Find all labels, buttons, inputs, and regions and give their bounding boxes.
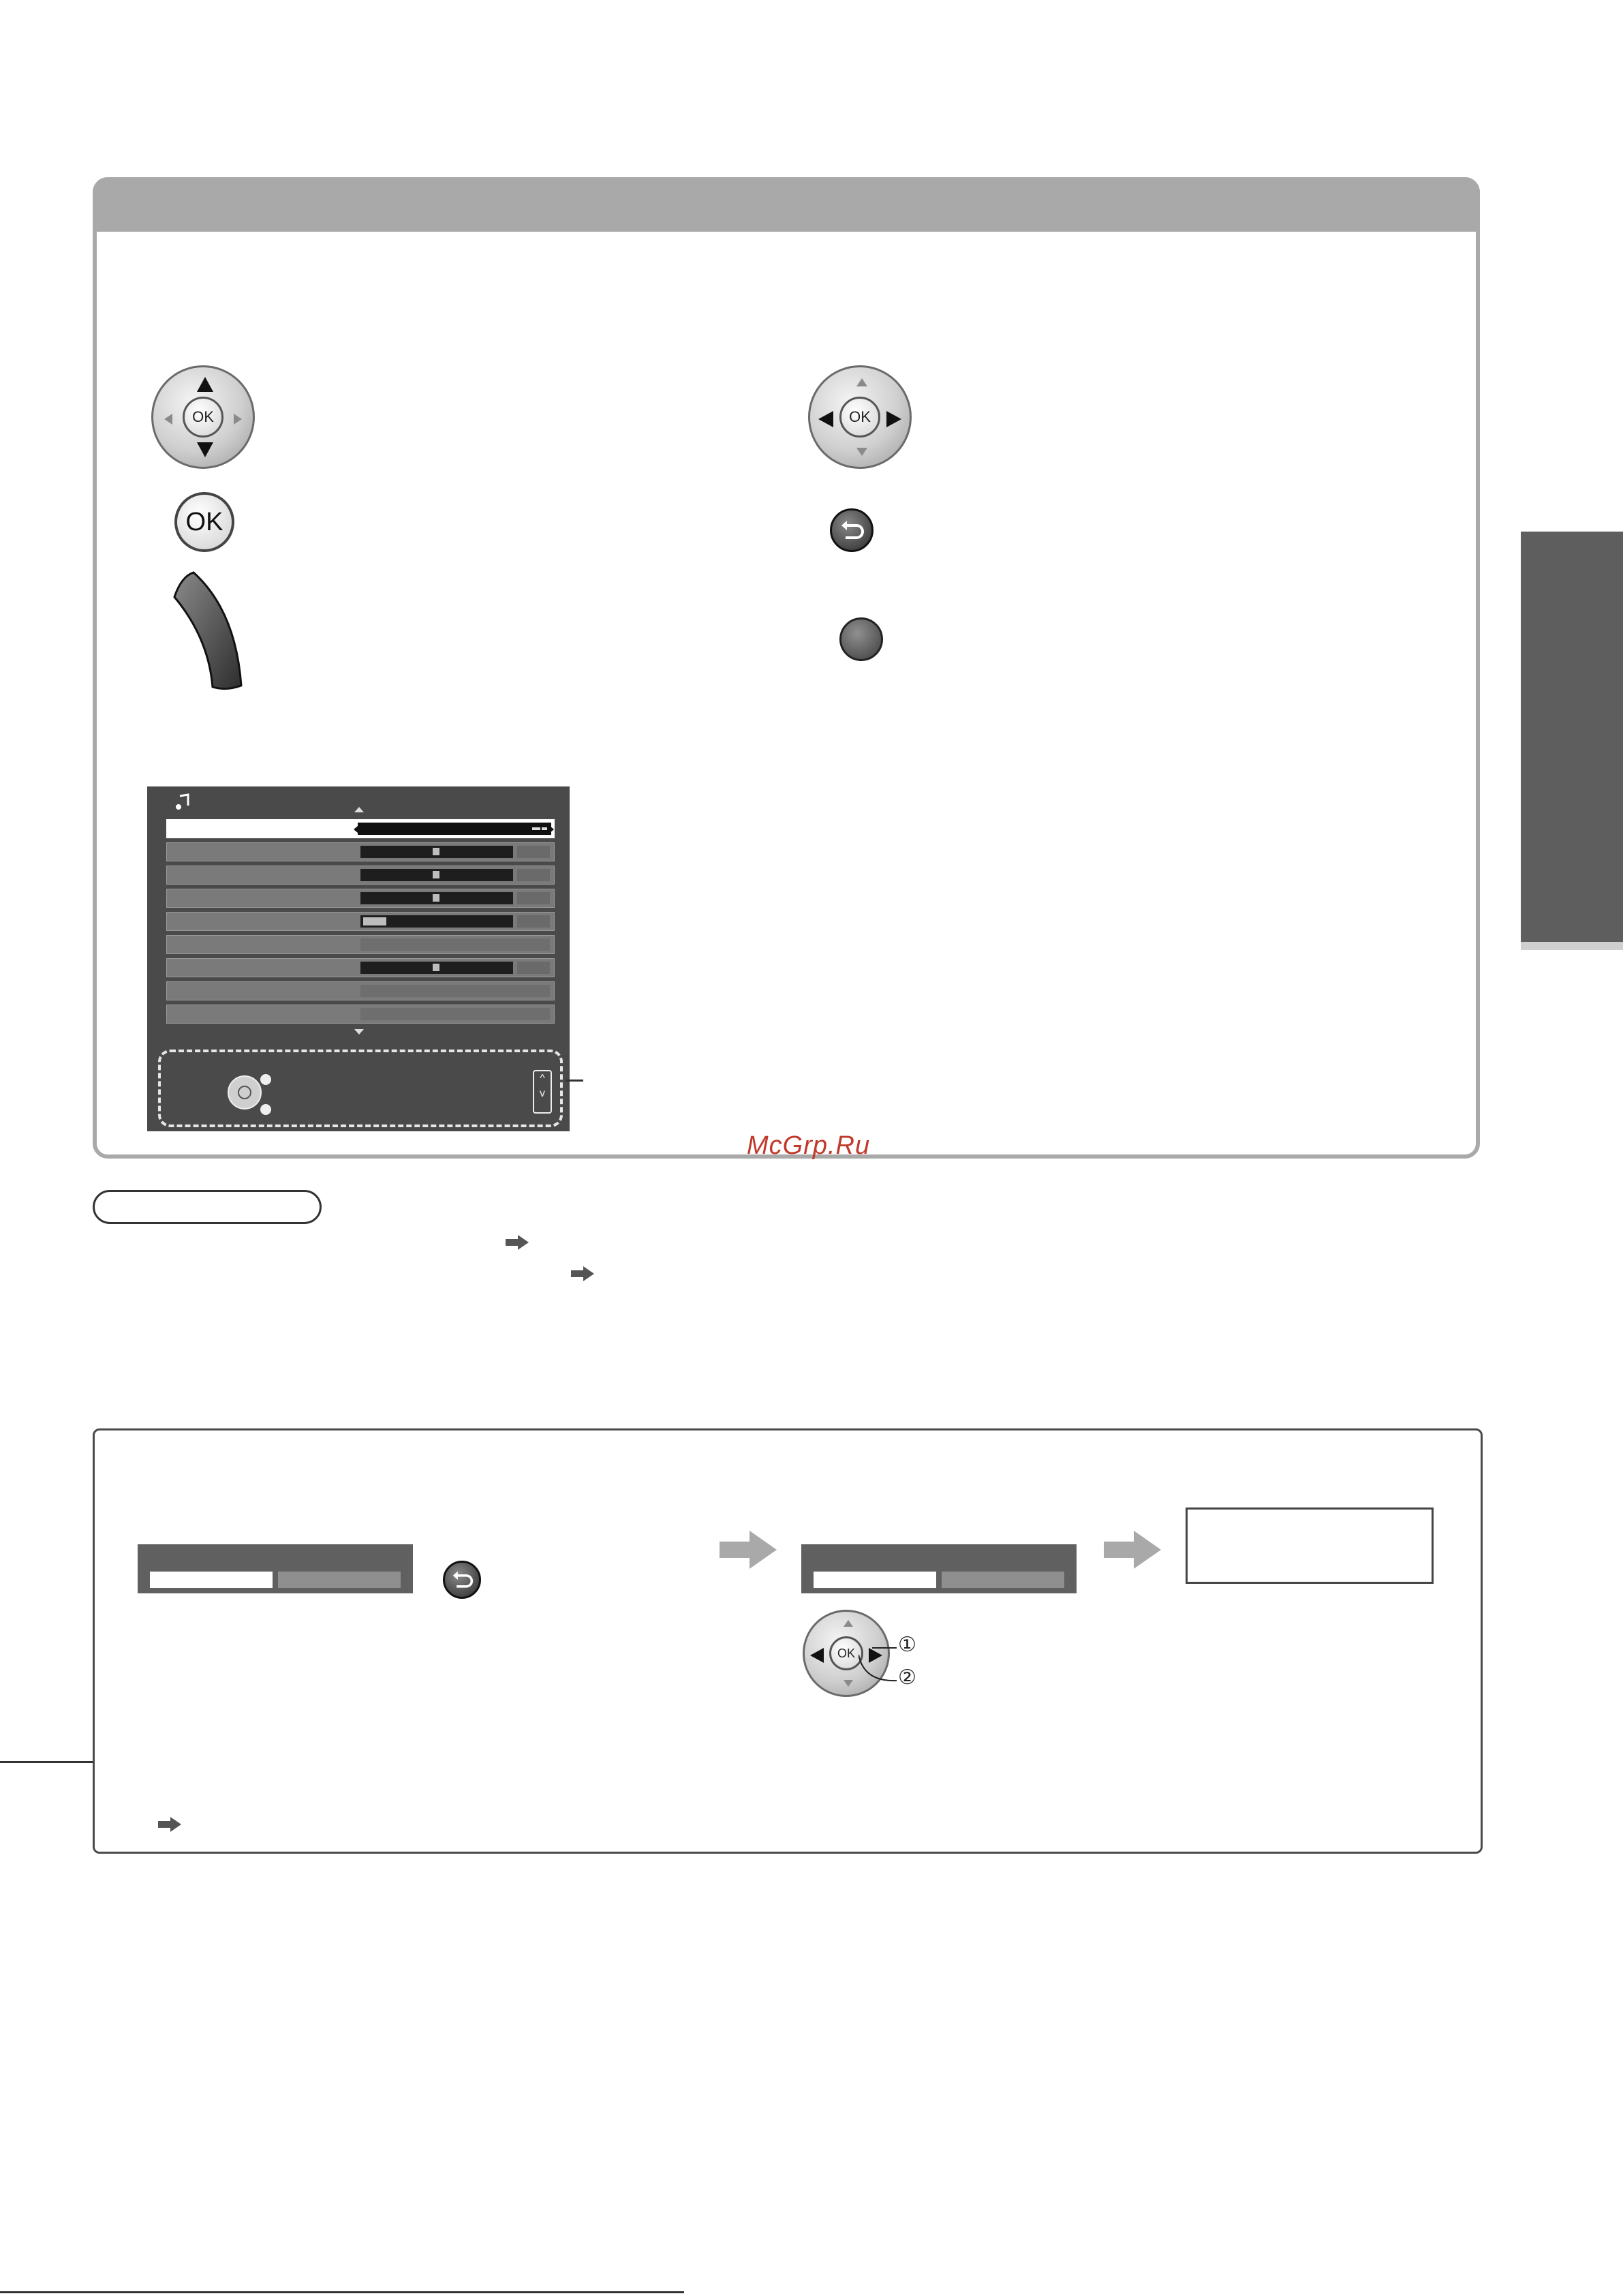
arrow-left-icon: [818, 411, 833, 427]
ok-center-icon: OK: [183, 397, 223, 438]
arrow-right-icon: [550, 826, 554, 833]
menu-item[interactable]: [166, 912, 555, 931]
right-arrow-icon: [506, 1235, 529, 1250]
arrow-right-icon: [886, 411, 901, 427]
step-1-marker: ①: [898, 1634, 916, 1656]
menu-item[interactable]: [166, 1005, 555, 1024]
step-2-marker: ②: [898, 1666, 916, 1689]
scroll-down-icon: [354, 1029, 364, 1035]
right-arrow-icon: [571, 1266, 594, 1281]
menu-item[interactable]: [166, 958, 555, 977]
arrow-up-icon: [197, 377, 213, 392]
right-arrow-icon: [158, 1817, 181, 1832]
arrow-left-icon: [810, 1648, 824, 1663]
scroll-up-icon: [354, 807, 364, 812]
mini-screen-after: [801, 1544, 1077, 1593]
section-tab-divider: [1521, 942, 1623, 950]
menu-item[interactable]: [166, 889, 555, 908]
menu-item[interactable]: [166, 866, 555, 885]
return-button[interactable]: [443, 1561, 481, 1599]
cursor-updown-button[interactable]: [151, 365, 255, 469]
footer-rule: [0, 2291, 684, 2293]
flow-arrow-icon: [720, 1531, 777, 1569]
arrow-left-icon: [164, 414, 172, 425]
watermark: McGrp.Ru: [747, 1131, 871, 1160]
menu-item-selected[interactable]: [166, 819, 555, 838]
arrow-down-icon: [856, 448, 867, 456]
cursor-leftright-button[interactable]: [808, 365, 912, 469]
flow-arrow-icon: [1104, 1531, 1161, 1569]
arrow-left-icon: [354, 826, 358, 833]
arrow-down-icon: [844, 1680, 853, 1687]
colour-button[interactable]: [839, 617, 883, 661]
music-note-icon: [174, 793, 191, 811]
result-box: [1186, 1507, 1434, 1584]
ok-center-icon: OK: [839, 397, 880, 438]
arrow-right-icon: [234, 414, 242, 425]
menu-button[interactable]: [161, 570, 249, 692]
callout-lines: [859, 1638, 899, 1693]
note-label: [93, 1190, 322, 1224]
ok-button[interactable]: OK: [174, 492, 234, 552]
arrow-up-icon: [844, 1620, 853, 1627]
instruction-panel-header: [93, 177, 1480, 232]
arrow-down-icon: [197, 442, 213, 457]
operation-guide-outline: [158, 1050, 563, 1127]
margin-rule: [0, 1761, 93, 1763]
arrow-up-icon: [856, 378, 867, 386]
section-tab: [1521, 532, 1623, 942]
return-button[interactable]: [830, 508, 874, 552]
page-updown-icon: ^ v: [533, 1070, 552, 1114]
return-icon: [450, 1570, 475, 1591]
callout-line: [566, 1080, 583, 1082]
mini-screen-before: [138, 1544, 413, 1593]
menu-item[interactable]: [166, 935, 555, 954]
return-icon: [839, 519, 866, 543]
ok-center-icon: OK: [829, 1636, 863, 1670]
example-panel: [93, 1428, 1483, 1854]
menu-item[interactable]: [166, 981, 555, 1000]
menu-item[interactable]: [166, 842, 555, 861]
